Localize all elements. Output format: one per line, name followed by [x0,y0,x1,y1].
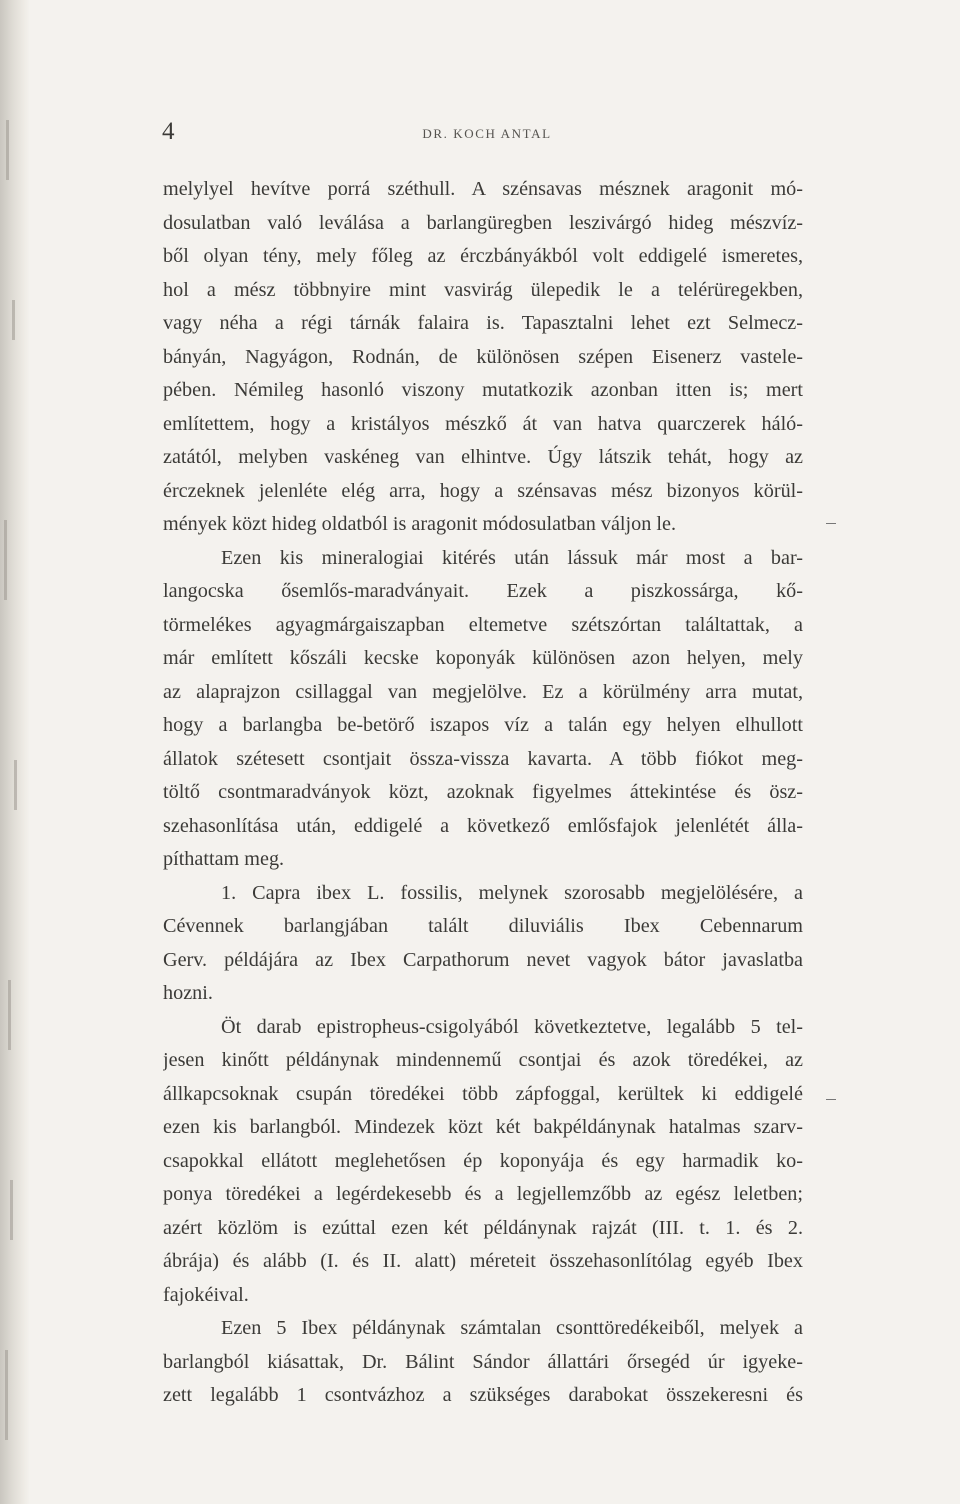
text-line: Gerv. példájára az Ibex Carpathorum nevet vagyok bátor javaslatba [163,948,803,971]
text-line: hol a mész többnyire mint vasvirág ülepedik le a telérüregekben, [163,278,803,301]
text-line: Ezen 5 Ibex példánynak számtalan csonttöredékeiből, melyek a [221,1317,803,1339]
text-line: ből olyan tény, mely főleg az érczbányákból volt eddigelé ismeretes, [163,245,803,267]
text-line: szehasonlítása után, eddigelé a következő emlősfajok jelenlétét álla- [163,814,803,837]
text-line: melylyel hevítve porrá széthull. A szénsavas mésznek aragonit mó- [163,178,803,200]
page-header [162,110,812,150]
text-line: Cévennek barlangjában talált diluviális Ibex Cebennarum [163,915,803,937]
text-line: az alaprajzon csillaggal van megjelölve. Ez a körülmény arra mutat, [163,680,803,703]
text-line: vagy néha a régi tárnák falaira is. Tapasztalni lehet ezt Selmecz- [163,312,803,334]
text-line: csapokkal ellátott meglehetősen ép koponyája és egy harmadik ko- [163,1149,803,1172]
text-line: azért közlöm is ezúttal ezen két példánynak rajzát (III. t. 1. és 2. [163,1216,803,1239]
text-line: törmelékes agyagmárgaiszapban eltemetve szétszórtan találtattak, a [163,613,803,636]
text-line: érczeknek jelenléte elég arra, hogy a szénsavas mész bizonyos körül- [163,479,803,502]
text-line: töltő csontmaradványok közt, azoknak figyelmes áttekintése és ösz- [163,781,803,803]
running-head: DR. KOCH ANTAL [422,126,552,141]
scan-left-edge [0,0,30,1504]
text-line: Ezen kis mineralogiai kitérés után lássuk már most a bar- [221,546,803,569]
text-line: fajokéival. [163,1283,249,1306]
text-line: állatok szétesett csontjait össza-vissza kavarta. A több fiókot meg- [163,747,803,770]
text-line: jesen kinőtt példánynak mindennemű csontjai és azok töredékei, az [163,1049,803,1071]
text-line: barlangból kiásattak, Dr. Bálint Sándor állattári őrsegéd úr igyeke- [163,1350,803,1373]
text-line: hozni. [163,982,213,1004]
text-line: dosulatban való leválása a barlangüregben leszivárgó hideg mészvíz- [163,211,803,234]
text-line: pében. Némileg hasonló viszony mutatkozik azonban itten is; mert [163,379,803,401]
text-line: píthattam meg. [163,848,285,870]
page-number: 4 [162,118,175,145]
text-line: zatától, melyben vaskéneg van elhintve. Úgy látszik tehát, hogy az [163,446,803,468]
margin-mark [826,523,836,524]
text-line: mények közt hideg oldatból is aragonit módosulatban váljon le. [163,513,676,535]
text-line: 1. Capra ibex L. fossilis, melynek szorosabb megjelölésére, a [221,881,803,904]
margin-mark [826,1099,836,1100]
text-line: állkapcsoknak csupán töredékei több zápfoggal, kerültek ki eddigelé [163,1082,803,1105]
text-line: bányán, Nagyágon, Rodnán, de különösen szépen Eisenerz vastele- [163,345,803,368]
body-text [163,173,803,1413]
text-line: ponya töredékei a legérdekesebb és a legjellemzőbb az egész leletben; [163,1183,803,1205]
text-line: ábrája) és alább (I. és II. alatt) méreteit összehasonlítólag egyéb Ibex [163,1250,803,1272]
text-line: Öt darab epistropheus-csigolyából következtetve, legalább 5 tel- [221,1015,803,1038]
text-line: zett legalább 1 csontvázhoz a szükséges darabokat összekeresni és [163,1384,803,1406]
text-line: ezen kis barlangból. Mindezek közt két bakpéldánynak hatalmas szarv- [163,1116,803,1138]
text-line: említettem, hogy a kristályos mészkő át van hatva quarczerek háló- [163,412,803,435]
text-line: hogy a barlangba be-betörő iszapos víz a talán egy helyen elhullott [163,714,803,736]
text-line: langocska ősemlős-maradványait. Ezek a piszkossárga, kő- [163,580,803,602]
text-line: már említett kőszáli kecske koponyák különösen azon helyen, mely [163,647,803,669]
